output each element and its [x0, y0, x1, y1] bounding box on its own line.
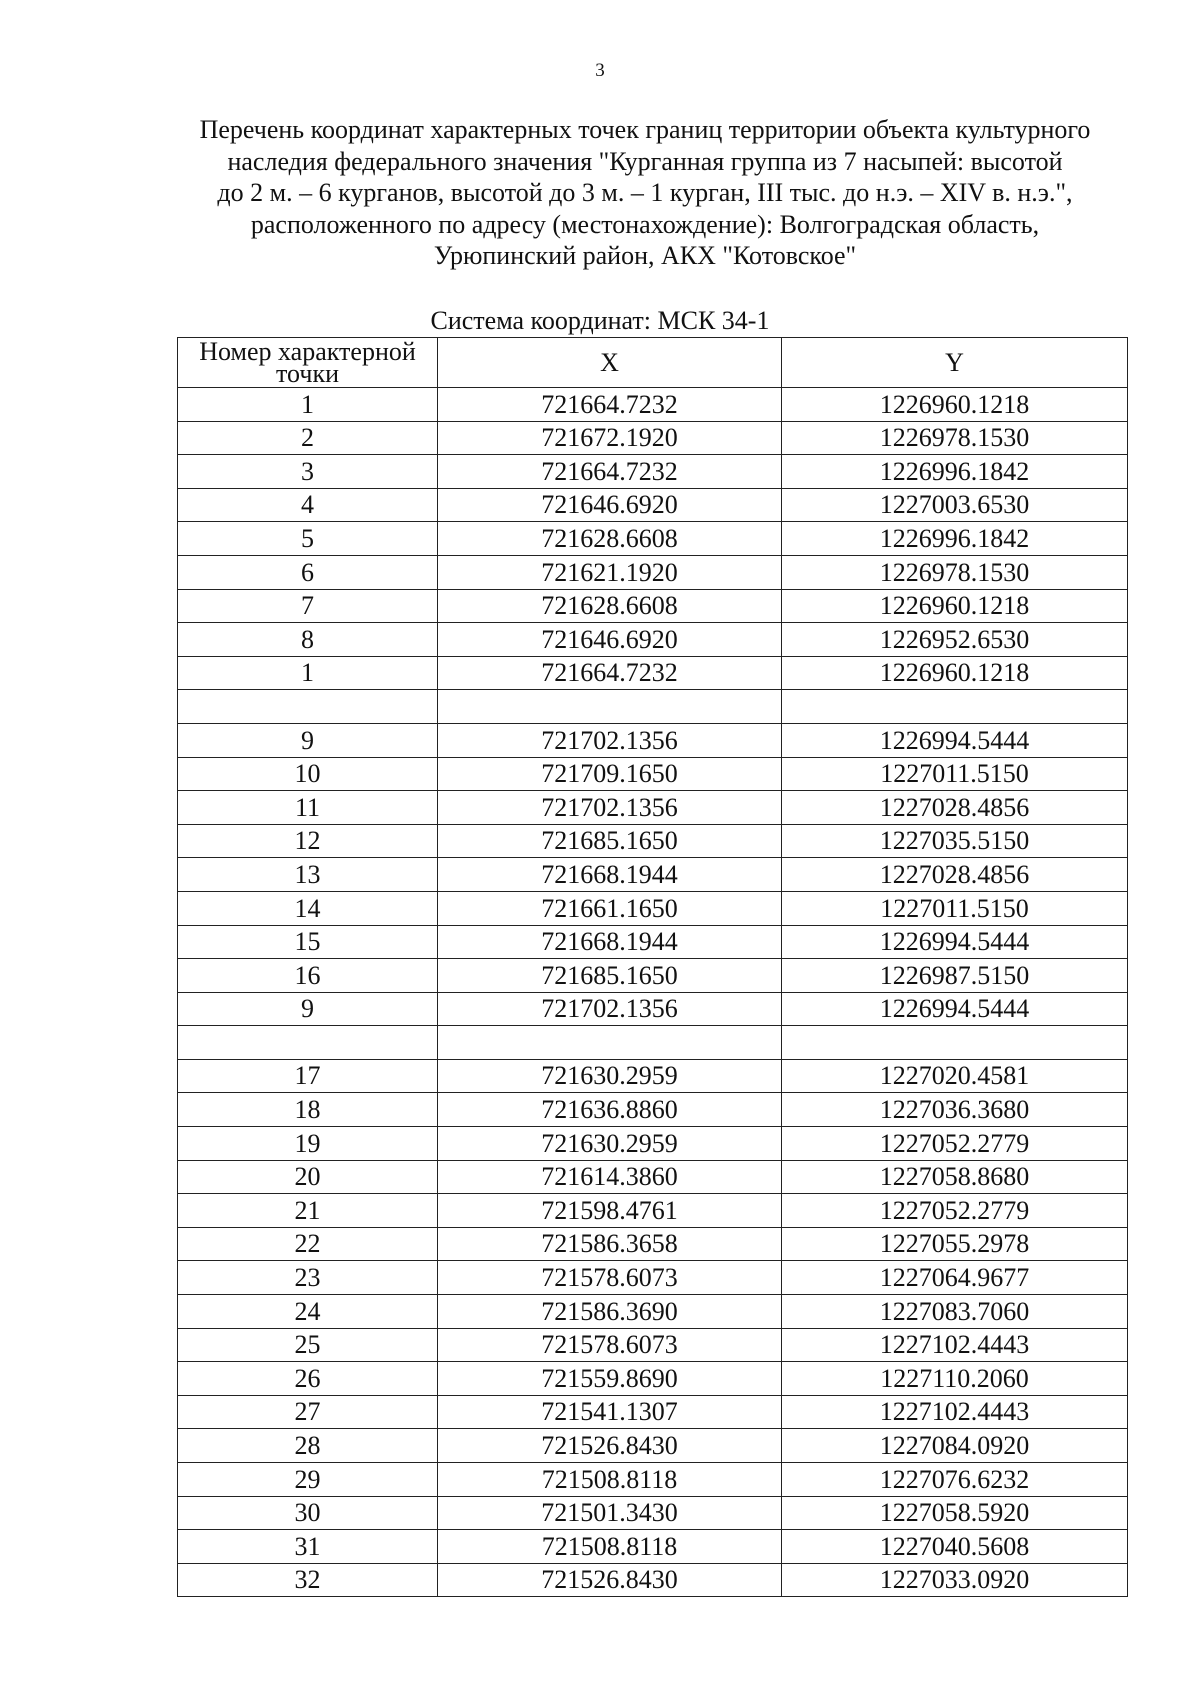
- cell-point-number: 16: [178, 959, 438, 993]
- cell-x: 721541.1307: [438, 1395, 782, 1429]
- cell-x: 721586.3658: [438, 1227, 782, 1261]
- cell-point-number: 32: [178, 1563, 438, 1597]
- table-row: [178, 623, 1128, 657]
- cell-y: 1227076.6232: [782, 1463, 1128, 1497]
- title-line: Урюпинский район, АКХ "Котовское": [433, 241, 857, 270]
- cell-y: 1227102.4443: [782, 1395, 1128, 1429]
- cell-point-number: [178, 1026, 438, 1060]
- cell-y: 1227040.5608: [782, 1530, 1128, 1564]
- cell-point-number: 28: [178, 1429, 438, 1463]
- cell-point-number: [178, 690, 438, 724]
- table-row: [178, 925, 1128, 959]
- table-body: [178, 388, 1128, 1597]
- cell-point-number: 1: [178, 388, 438, 422]
- cell-point-number: 9: [178, 992, 438, 1026]
- cell-y: 1227011.5150: [782, 891, 1128, 925]
- table-row: [178, 1563, 1128, 1597]
- table-row: [178, 757, 1128, 791]
- cell-y: 1226996.1842: [782, 522, 1128, 556]
- cell-x: 721501.3430: [438, 1496, 782, 1530]
- cell-point-number: 29: [178, 1463, 438, 1497]
- cell-point-number: 2: [178, 421, 438, 455]
- cell-x: 721702.1356: [438, 791, 782, 825]
- cell-y: 1227058.8680: [782, 1160, 1128, 1194]
- table-header-row: [178, 338, 1128, 388]
- cell-point-number: 20: [178, 1160, 438, 1194]
- table-row: [178, 959, 1128, 993]
- cell-x: 721586.3690: [438, 1295, 782, 1329]
- cell-point-number: 7: [178, 589, 438, 623]
- cell-y: 1227110.2060: [782, 1362, 1128, 1396]
- title-line: Перечень координат характерных точек границ территории объекта культурного: [199, 115, 1091, 144]
- cell-point-number: 22: [178, 1227, 438, 1261]
- cell-x: 721526.8430: [438, 1563, 782, 1597]
- cell-x: 721559.8690: [438, 1362, 782, 1396]
- title-line: расположенного по адресу (местонахождение): Волгоградская область,: [250, 209, 1040, 239]
- cell-x: 721702.1356: [438, 992, 782, 1026]
- cell-y: 1226978.1530: [782, 555, 1128, 589]
- cell-x: [438, 690, 782, 724]
- table-row: [178, 1395, 1128, 1429]
- cell-x: 721672.1920: [438, 421, 782, 455]
- table-row: [178, 1295, 1128, 1329]
- cell-x: 721628.6608: [438, 522, 782, 556]
- cell-y: 1227028.4856: [782, 858, 1128, 892]
- table-row: [178, 1463, 1128, 1497]
- cell-y: 1226960.1218: [782, 589, 1128, 623]
- table-row: [178, 488, 1128, 522]
- cell-y: 1227055.2978: [782, 1227, 1128, 1261]
- cell-x: 721709.1650: [438, 757, 782, 791]
- table-row: [178, 522, 1128, 556]
- cell-point-number: 4: [178, 488, 438, 522]
- cell-x: 721598.4761: [438, 1194, 782, 1228]
- cell-y: 1226978.1530: [782, 421, 1128, 455]
- cell-y: 1227011.5150: [782, 757, 1128, 791]
- cell-x: 721668.1944: [438, 858, 782, 892]
- cell-point-number: 26: [178, 1362, 438, 1396]
- header-point-number-line1: Номер характерной: [199, 337, 416, 366]
- table-row: [178, 690, 1128, 724]
- cell-x: 721628.6608: [438, 589, 782, 623]
- cell-y: 1226987.5150: [782, 959, 1128, 993]
- title-line: до 2 м. – 6 курганов, высотой до 3 м. – 1 курган, III тыс. до н.э. – XIV в. н.э.",: [217, 178, 1073, 207]
- cell-y: 1227102.4443: [782, 1328, 1128, 1362]
- cell-x: [438, 1026, 782, 1060]
- table-row: [178, 555, 1128, 589]
- cell-point-number: 1: [178, 656, 438, 690]
- cell-point-number: 19: [178, 1127, 438, 1161]
- header-point-number: [178, 338, 438, 388]
- coordinate-system-caption: Система координат: МСК 34-1: [430, 306, 770, 335]
- cell-point-number: 12: [178, 824, 438, 858]
- cell-y: 1226994.5444: [782, 925, 1128, 959]
- cell-y: 1227035.5150: [782, 824, 1128, 858]
- cell-x: 721646.6920: [438, 623, 782, 657]
- cell-point-number: 30: [178, 1496, 438, 1530]
- table-row: [178, 455, 1128, 489]
- cell-y: [782, 690, 1128, 724]
- table-row: [178, 791, 1128, 825]
- table-row: [178, 1496, 1128, 1530]
- table-row: [178, 992, 1128, 1026]
- cell-x: 721508.8118: [438, 1463, 782, 1497]
- table-row: [178, 858, 1128, 892]
- cell-x: 721630.2959: [438, 1127, 782, 1161]
- cell-point-number: 14: [178, 891, 438, 925]
- cell-point-number: 5: [178, 522, 438, 556]
- cell-point-number: 6: [178, 555, 438, 589]
- cell-point-number: 31: [178, 1530, 438, 1564]
- cell-x: 721578.6073: [438, 1328, 782, 1362]
- cell-point-number: 23: [178, 1261, 438, 1295]
- cell-x: 721685.1650: [438, 824, 782, 858]
- cell-point-number: 13: [178, 858, 438, 892]
- cell-x: 721664.7232: [438, 455, 782, 489]
- cell-x: 721664.7232: [438, 388, 782, 422]
- cell-y: 1227064.9677: [782, 1261, 1128, 1295]
- cell-x: 721702.1356: [438, 723, 782, 757]
- cell-y: 1227036.3680: [782, 1093, 1128, 1127]
- cell-point-number: 10: [178, 757, 438, 791]
- cell-y: 1226952.6530: [782, 623, 1128, 657]
- cell-x: 721621.1920: [438, 555, 782, 589]
- cell-x: 721636.8860: [438, 1093, 782, 1127]
- cell-x: 721526.8430: [438, 1429, 782, 1463]
- cell-point-number: 27: [178, 1395, 438, 1429]
- header-x: X: [438, 338, 782, 388]
- cell-y: 1226960.1218: [782, 388, 1128, 422]
- cell-y: 1226996.1842: [782, 455, 1128, 489]
- cell-y: 1227033.0920: [782, 1563, 1128, 1597]
- cell-y: 1227058.5920: [782, 1496, 1128, 1530]
- cell-x: 721661.1650: [438, 891, 782, 925]
- table-row: [178, 723, 1128, 757]
- table-row: [178, 1429, 1128, 1463]
- cell-y: 1227084.0920: [782, 1429, 1128, 1463]
- cell-point-number: 18: [178, 1093, 438, 1127]
- table-row: [178, 891, 1128, 925]
- header-y: Y: [782, 338, 1128, 388]
- cell-point-number: 8: [178, 623, 438, 657]
- table-row: [178, 1227, 1128, 1261]
- table-row: [178, 421, 1128, 455]
- cell-x: 721685.1650: [438, 959, 782, 993]
- table-row: [178, 1059, 1128, 1093]
- table-row: [178, 1127, 1128, 1161]
- table-row: [178, 1160, 1128, 1194]
- cell-y: [782, 1026, 1128, 1060]
- table-row: [178, 824, 1128, 858]
- header-point-number-line2: точки: [276, 358, 339, 388]
- cell-point-number: 15: [178, 925, 438, 959]
- page-number: 3: [595, 60, 605, 81]
- table-row: [178, 656, 1128, 690]
- table-row: [178, 1530, 1128, 1564]
- cell-point-number: 3: [178, 455, 438, 489]
- cell-y: 1227003.6530: [782, 488, 1128, 522]
- document-title: [150, 114, 1140, 272]
- cell-x: 721630.2959: [438, 1059, 782, 1093]
- cell-y: 1227083.7060: [782, 1295, 1128, 1329]
- cell-y: 1227020.4581: [782, 1059, 1128, 1093]
- cell-y: 1226994.5444: [782, 723, 1128, 757]
- cell-point-number: 25: [178, 1328, 438, 1362]
- cell-point-number: 11: [178, 791, 438, 825]
- cell-x: 721578.6073: [438, 1261, 782, 1295]
- table-row: [178, 1093, 1128, 1127]
- cell-point-number: 21: [178, 1194, 438, 1228]
- cell-y: 1227052.2779: [782, 1194, 1128, 1228]
- table-row: [178, 1194, 1128, 1228]
- cell-point-number: 24: [178, 1295, 438, 1329]
- cell-y: 1227028.4856: [782, 791, 1128, 825]
- table-row: [178, 1362, 1128, 1396]
- cell-point-number: 9: [178, 723, 438, 757]
- cell-y: 1226960.1218: [782, 656, 1128, 690]
- cell-x: 721508.8118: [438, 1530, 782, 1564]
- table-row: [178, 1261, 1128, 1295]
- cell-y: 1226994.5444: [782, 992, 1128, 1026]
- coordinates-table: [177, 337, 1128, 1597]
- table-row: [178, 1328, 1128, 1362]
- cell-x: 721668.1944: [438, 925, 782, 959]
- cell-x: 721646.6920: [438, 488, 782, 522]
- table-row: [178, 1026, 1128, 1060]
- cell-x: 721664.7232: [438, 656, 782, 690]
- cell-point-number: 17: [178, 1059, 438, 1093]
- table-row: [178, 388, 1128, 422]
- cell-y: 1227052.2779: [782, 1127, 1128, 1161]
- title-line: наследия федерального значения "Курганная группа из 7 насыпей: высотой: [227, 146, 1063, 176]
- table-row: [178, 589, 1128, 623]
- cell-x: 721614.3860: [438, 1160, 782, 1194]
